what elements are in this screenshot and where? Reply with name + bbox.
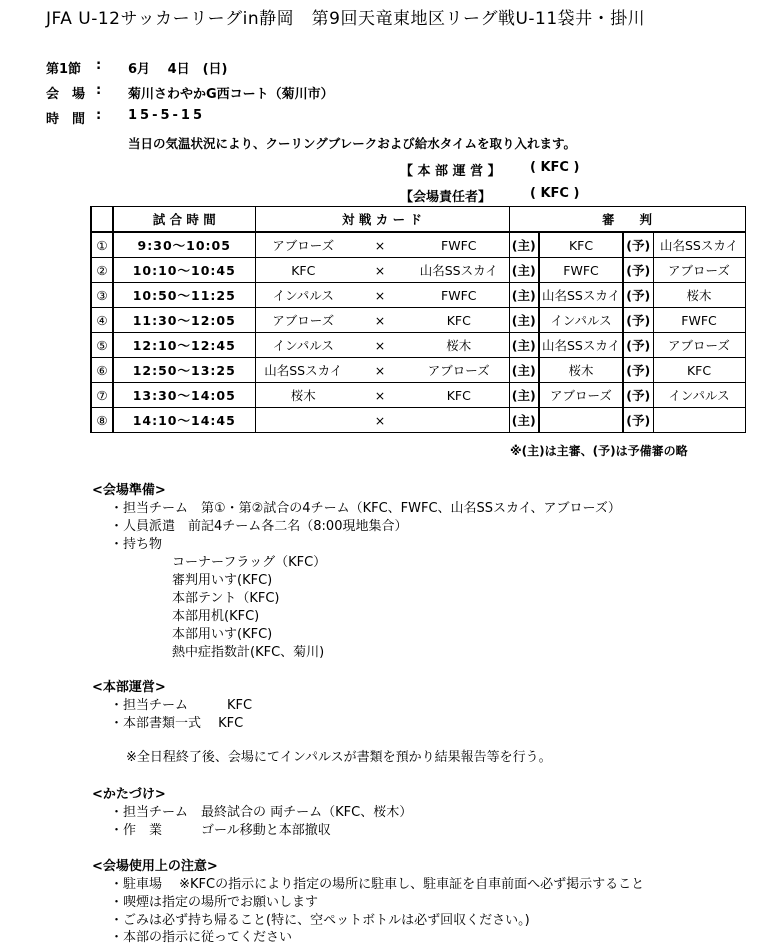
home-team: 山名SSスカイ xyxy=(255,358,351,383)
match-time: 9:30〜10:05 xyxy=(113,232,255,258)
main-referee-mark: (主) xyxy=(509,408,539,433)
vs-mark: × xyxy=(351,383,409,408)
sub-referee-mark: (予) xyxy=(623,258,653,283)
cleanup-item: ・作 業 ゴール移動と本部撤収 xyxy=(110,823,331,838)
table-row xyxy=(91,232,745,258)
match-time: 11:30〜12:05 xyxy=(113,308,255,333)
home-team: インパルス xyxy=(255,283,351,308)
notes-item: ・喫煙は指定の場所でお願いします xyxy=(110,895,319,910)
responsible-value: ( KFC ) xyxy=(530,186,580,201)
sub-referee: KFC xyxy=(653,358,745,383)
vs-mark: × xyxy=(351,308,409,333)
main-referee-mark: (主) xyxy=(509,358,539,383)
sub-referee-mark: (予) xyxy=(623,232,653,258)
page-title: JFA U-12サッカーリーグin静岡 第9回天竜東地区リーグ戦U-11袋井・掛川 xyxy=(46,9,646,29)
time-value: 15-5-15 xyxy=(128,108,206,123)
prep-heading: <会場準備> xyxy=(92,483,166,498)
sub-referee: FWFC xyxy=(653,308,745,333)
match-time: 10:10〜10:45 xyxy=(113,258,255,283)
main-referee: 山名SSスカイ xyxy=(539,283,623,308)
away-team: 山名SSスカイ xyxy=(409,258,509,283)
sub-referee: アブローズ xyxy=(653,333,745,358)
sub-referee-mark: (予) xyxy=(623,308,653,333)
vs-mark: × xyxy=(351,258,409,283)
match-number: ⑤ xyxy=(91,333,113,358)
sub-referee-mark: (予) xyxy=(623,358,653,383)
notes-item: ・ごみは必ず持ち帰ること(特に、空ペットボトルは必ず回収ください。) xyxy=(110,913,530,928)
away-team: FWFC xyxy=(409,232,509,258)
belonging-item: 審判用いす(KFC) xyxy=(172,573,273,588)
sub-referee-mark: (予) xyxy=(623,333,653,358)
sub-referee-mark: (予) xyxy=(623,408,653,433)
home-team: アブローズ xyxy=(255,232,351,258)
vs-mark: × xyxy=(351,358,409,383)
time-label: 時 間 xyxy=(46,112,86,127)
belonging-item: コーナーフラッグ（KFC） xyxy=(172,555,327,570)
match-number: ⑧ xyxy=(91,408,113,433)
vs-mark: × xyxy=(351,333,409,358)
prep-item: ・人員派遣 前記4チーム各二名（8:00現地集合） xyxy=(110,519,408,534)
home-team: アブローズ xyxy=(255,308,351,333)
venue-colon: : xyxy=(96,83,102,98)
hq-value: ( KFC ) xyxy=(530,160,580,175)
venue-label: 会 場 xyxy=(46,87,86,102)
sub-referee: インパルス xyxy=(653,383,745,408)
round-colon: : xyxy=(96,58,102,73)
match-number: ① xyxy=(91,232,113,258)
notes-heading: <会場使用上の注意> xyxy=(92,859,218,874)
main-referee: FWFC xyxy=(539,258,623,283)
belonging-item: 本部テント（KFC) xyxy=(172,591,280,606)
belonging-item: 本部用机(KFC) xyxy=(172,609,260,624)
match-number: ④ xyxy=(91,308,113,333)
table-row xyxy=(91,308,745,333)
home-team: KFC xyxy=(255,258,351,283)
home-team xyxy=(255,408,351,433)
cleanup-item: ・担当チーム 最終試合の 両チーム（KFC、桜木） xyxy=(110,805,413,820)
hq-heading: <本部運営> xyxy=(92,680,166,695)
time-colon: : xyxy=(96,108,102,123)
main-referee: 山名SSスカイ xyxy=(539,333,623,358)
venue-value: 菊川さわやかG西コート（菊川市） xyxy=(128,87,334,102)
main-referee-mark: (主) xyxy=(509,333,539,358)
match-number: ⑦ xyxy=(91,383,113,408)
belonging-item: 本部用いす(KFC) xyxy=(172,627,273,642)
away-team: KFC xyxy=(409,383,509,408)
match-time: 12:50〜13:25 xyxy=(113,358,255,383)
notes-item: ・本部の指示に従ってください xyxy=(110,930,293,945)
main-referee-mark: (主) xyxy=(509,232,539,258)
belonging-item: 熱中症指数計(KFC、菊川) xyxy=(172,645,325,660)
hq-item: ・担当チーム KFC xyxy=(110,698,253,713)
header-num-cell xyxy=(91,207,113,233)
table-row xyxy=(91,283,745,308)
sub-referee-mark: (予) xyxy=(623,383,653,408)
main-referee: KFC xyxy=(539,232,623,258)
table-footnote: ※(主)は主審、(予)は予備審の略 xyxy=(510,444,688,458)
hq-item: ・本部書類一式 KFC xyxy=(110,716,244,731)
sub-referee: 桜木 xyxy=(653,283,745,308)
table-row xyxy=(91,333,745,358)
schedule-table xyxy=(90,206,746,433)
main-referee-mark: (主) xyxy=(509,283,539,308)
away-team: アブローズ xyxy=(409,358,509,383)
prep-item: ・持ち物 xyxy=(110,537,163,552)
cooling-break-note: 当日の気温状況により、クーリングブレークおよび給水タイムを取り入れます。 xyxy=(128,136,577,151)
hq-note: ※全日程終了後、会場にてインパルスが書類を預かり結果報告等を行う。 xyxy=(126,750,552,765)
match-time: 10:50〜11:25 xyxy=(113,283,255,308)
main-referee: アブローズ xyxy=(539,383,623,408)
match-time: 12:10〜12:45 xyxy=(113,333,255,358)
header-time: 試 合 時 間 xyxy=(113,207,255,233)
round-label: 第1節 xyxy=(46,62,82,77)
main-referee: インパルス xyxy=(539,308,623,333)
header-match: 対 戦 カ ー ド xyxy=(255,207,509,233)
table-row xyxy=(91,383,745,408)
vs-mark: × xyxy=(351,232,409,258)
main-referee: 桜木 xyxy=(539,358,623,383)
sub-referee-mark: (予) xyxy=(623,283,653,308)
main-referee-mark: (主) xyxy=(509,308,539,333)
away-team: 桜木 xyxy=(409,333,509,358)
sub-referee xyxy=(653,408,745,433)
match-time: 14:10〜14:45 xyxy=(113,408,255,433)
home-team: インパルス xyxy=(255,333,351,358)
sub-referee: 山名SSスカイ xyxy=(653,232,745,258)
header-referee: 審 判 xyxy=(509,207,745,233)
table-row xyxy=(91,358,745,383)
sub-referee: アブローズ xyxy=(653,258,745,283)
prep-item: ・担当チーム 第①・第②試合の4チーム（KFC、FWFC、山名SSスカイ、アブローズ） xyxy=(110,501,621,516)
table-row xyxy=(91,408,745,433)
away-team: KFC xyxy=(409,308,509,333)
round-value: 6月 4日 (日) xyxy=(128,62,228,77)
away-team xyxy=(409,408,509,433)
vs-mark: × xyxy=(351,408,409,433)
notes-item: ・駐車場 ※KFCの指示により指定の場所に駐車し、駐車証を自車前面へ必ず掲示すること xyxy=(110,877,645,892)
match-number: ⑥ xyxy=(91,358,113,383)
table-row xyxy=(91,258,745,283)
match-number: ③ xyxy=(91,283,113,308)
cleanup-heading: <かたづけ> xyxy=(92,787,166,802)
away-team: FWFC xyxy=(409,283,509,308)
table-header-row xyxy=(91,207,745,233)
hq-label: 【 本 部 運 営 】 xyxy=(400,164,501,179)
main-referee-mark: (主) xyxy=(509,258,539,283)
match-number: ② xyxy=(91,258,113,283)
vs-mark: × xyxy=(351,283,409,308)
match-time: 13:30〜14:05 xyxy=(113,383,255,408)
home-team: 桜木 xyxy=(255,383,351,408)
main-referee xyxy=(539,408,623,433)
main-referee-mark: (主) xyxy=(509,383,539,408)
responsible-label: 【会場責任者】 xyxy=(400,190,492,205)
